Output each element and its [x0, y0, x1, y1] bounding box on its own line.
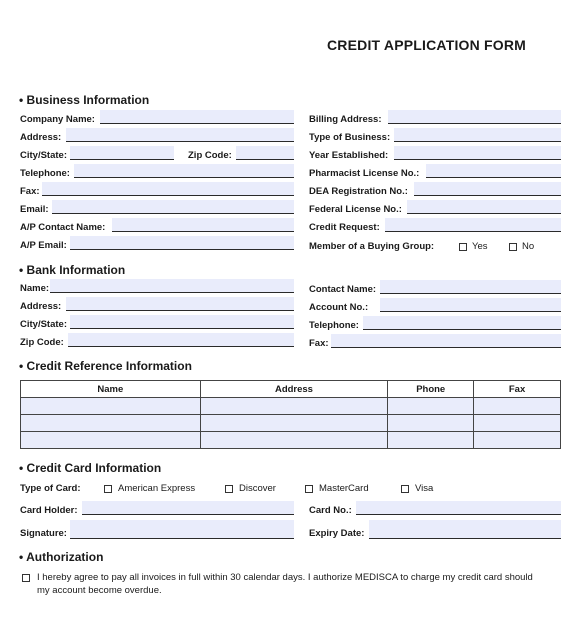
reference-fax-cell[interactable]: [474, 415, 561, 432]
billing-address-field[interactable]: [388, 110, 561, 124]
reference-address-cell[interactable]: [200, 415, 388, 432]
credit-reference-table: [20, 380, 561, 449]
section-authorization: • Authorization: [19, 550, 104, 564]
email-label: Email:: [20, 204, 49, 215]
federal-license-field[interactable]: [407, 200, 561, 214]
bank-contact-name-field[interactable]: [380, 280, 561, 294]
email-field[interactable]: [52, 200, 294, 214]
bank-contact-name-label: Contact Name:: [309, 284, 377, 295]
year-established-label: Year Established:: [309, 150, 389, 161]
type-of-card-label: Type of Card:: [20, 483, 81, 494]
credit-request-label: Credit Request:: [309, 222, 380, 233]
card-holder-field[interactable]: [82, 501, 294, 515]
reference-name-cell[interactable]: [21, 432, 201, 449]
table-header-row: [21, 381, 561, 398]
bank-account-no-label: Account No.:: [309, 302, 369, 313]
bank-address-field[interactable]: [66, 297, 294, 311]
american-express-label: American Express: [118, 483, 196, 494]
form-title: CREDIT APPLICATION FORM: [327, 37, 527, 53]
address-field[interactable]: [66, 128, 294, 142]
zip-code-label: Zip Code:: [188, 150, 232, 161]
mastercard-checkbox[interactable]: [305, 485, 313, 493]
authorization-checkbox[interactable]: [22, 574, 30, 582]
authorization-text-line-1: I hereby agree to pay all invoices in full within 30 calendar days. I authorize MEDISCA to charge my credit card should: [37, 572, 533, 583]
buying-group-yes-checkbox[interactable]: [459, 243, 467, 251]
table-row: [21, 432, 561, 449]
card-no-label: Card No.:: [309, 505, 352, 516]
dea-registration-field[interactable]: [414, 182, 561, 196]
discover-label: Discover: [239, 483, 276, 494]
billing-address-label: Billing Address:: [309, 114, 382, 125]
expiry-date-field[interactable]: [369, 520, 561, 539]
city-state-field[interactable]: [70, 146, 174, 160]
type-of-business-field[interactable]: [394, 128, 561, 142]
zip-code-field[interactable]: [236, 146, 294, 160]
year-established-field[interactable]: [394, 146, 561, 160]
section-bank-information: • Bank Information: [19, 263, 126, 277]
buying-group-label: Member of a Buying Group:: [309, 241, 435, 252]
reference-address-cell[interactable]: [200, 398, 388, 415]
table-row: [21, 415, 561, 432]
section-credit-card-information: • Credit Card Information: [19, 461, 162, 475]
company-name-label: Company Name:: [20, 114, 95, 125]
reference-phone-cell[interactable]: [388, 432, 474, 449]
expiry-date-label: Expiry Date:: [309, 528, 365, 539]
ap-contact-name-label: A/P Contact Name:: [20, 222, 106, 233]
ap-email-field[interactable]: [70, 236, 294, 250]
column-header-fax: Fax: [474, 381, 561, 398]
section-credit-reference-information: • Credit Reference Information: [19, 359, 192, 373]
bank-telephone-field[interactable]: [363, 316, 561, 330]
table-row: [21, 398, 561, 415]
column-header-name: Name: [21, 381, 201, 398]
buying-group-yes-label: Yes: [472, 241, 488, 252]
column-header-phone: Phone: [388, 381, 474, 398]
reference-fax-cell[interactable]: [474, 398, 561, 415]
type-of-business-label: Type of Business:: [309, 132, 391, 143]
american-express-checkbox[interactable]: [104, 485, 112, 493]
column-header-address: Address: [200, 381, 388, 398]
bank-name-label: Name:: [20, 283, 50, 294]
card-holder-label: Card Holder:: [20, 505, 78, 516]
bank-city-state-field[interactable]: [70, 315, 294, 329]
authorization-text-line-2: my account become overdue.: [37, 585, 162, 596]
pharmacist-license-label: Pharmacist License No.:: [309, 168, 420, 179]
reference-name-cell[interactable]: [21, 398, 201, 415]
dea-registration-label: DEA Registration No.:: [309, 186, 408, 197]
buying-group-no-label: No: [522, 241, 535, 252]
telephone-field[interactable]: [74, 164, 294, 178]
bank-zip-code-field[interactable]: [68, 333, 294, 347]
visa-checkbox[interactable]: [401, 485, 409, 493]
federal-license-label: Federal License No.:: [309, 204, 402, 215]
bank-fax-label: Fax:: [309, 338, 329, 349]
ap-email-label: A/P Email:: [20, 240, 67, 251]
fax-field[interactable]: [42, 182, 294, 196]
bank-telephone-label: Telephone:: [309, 320, 359, 331]
bank-city-state-label: City/State:: [20, 319, 67, 330]
card-no-field[interactable]: [356, 501, 561, 515]
signature-label: Signature:: [20, 528, 67, 539]
bank-account-no-field[interactable]: [380, 298, 561, 312]
signature-field[interactable]: [70, 520, 294, 539]
bank-name-field[interactable]: [50, 279, 294, 293]
bank-zip-code-label: Zip Code:: [20, 337, 64, 348]
reference-phone-cell[interactable]: [388, 398, 474, 415]
ap-contact-name-field[interactable]: [112, 218, 294, 232]
telephone-label: Telephone:: [20, 168, 70, 179]
address-label: Address:: [20, 132, 62, 143]
visa-label: Visa: [415, 483, 434, 494]
company-name-field[interactable]: [100, 110, 294, 124]
credit-request-field[interactable]: [385, 218, 561, 232]
fax-label: Fax:: [20, 186, 40, 197]
pharmacist-license-field[interactable]: [426, 164, 561, 178]
buying-group-no-checkbox[interactable]: [509, 243, 517, 251]
reference-fax-cell[interactable]: [474, 432, 561, 449]
bank-address-label: Address:: [20, 301, 62, 312]
city-state-label: City/State:: [20, 150, 67, 161]
reference-address-cell[interactable]: [200, 432, 388, 449]
bank-fax-field[interactable]: [331, 334, 561, 348]
reference-name-cell[interactable]: [21, 415, 201, 432]
section-business-information: • Business Information: [19, 93, 150, 107]
mastercard-label: MasterCard: [319, 483, 369, 494]
discover-checkbox[interactable]: [225, 485, 233, 493]
reference-phone-cell[interactable]: [388, 415, 474, 432]
